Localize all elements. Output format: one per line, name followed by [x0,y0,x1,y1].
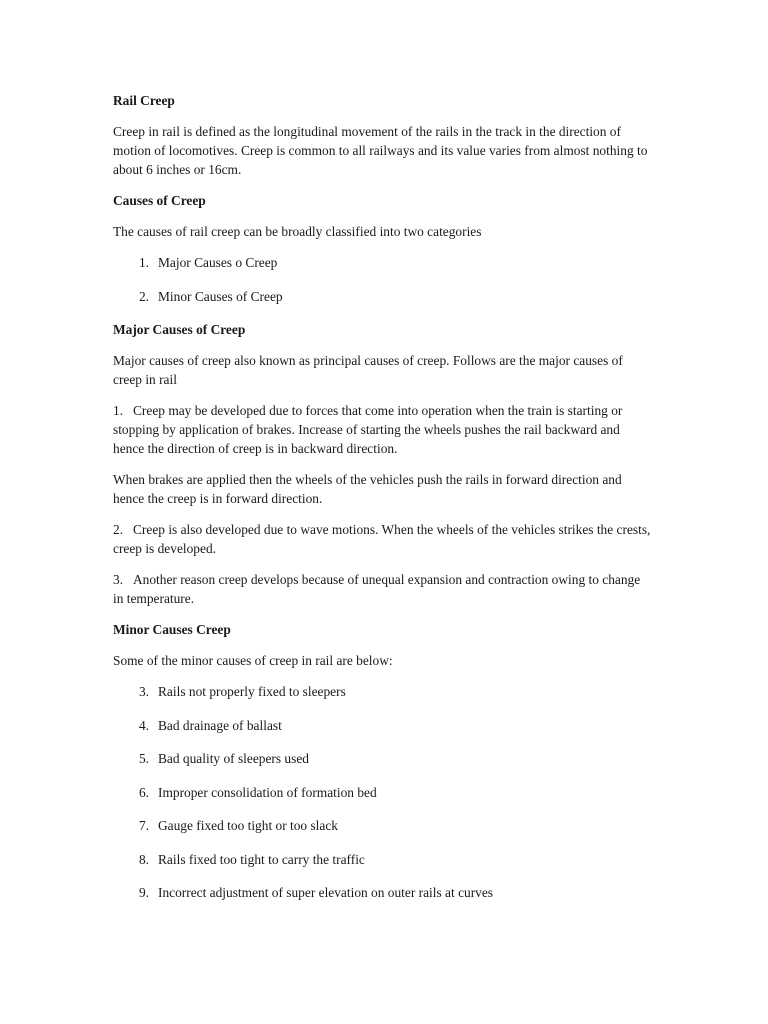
major-cause-number: 1. [113,403,124,418]
list-item-number: 3. [138,684,149,699]
list-item [113,883,653,902]
list-item-number: 1. [138,255,149,270]
major-cause-1 [113,401,653,458]
list-item-number: 5. [138,751,149,766]
list-item [113,253,653,272]
major-cause-3 [113,570,653,608]
major-cause-number: 2. [113,522,124,537]
major-cause-text: Creep may be developed due to forces that come into operation when the train is starting or stopping by application of brakes. Increase of starting the wheels pushes the rail backward and hence the direction of creep is in backward direction. [113,403,623,456]
list-item-text: Bad drainage of ballast [158,717,282,733]
list-item [113,749,653,768]
list-item-number: 7. [138,818,149,833]
causes-paragraph: The causes of rail creep can be broadly classified into two categories [113,224,482,239]
list-item [113,850,653,869]
major-causes-heading: Major Causes of Creep [113,322,246,337]
list-item [113,716,653,735]
causes-list [113,253,653,306]
minor-causes-heading: Minor Causes Creep [113,622,231,637]
list-item-number: 4. [138,717,149,733]
list-item-text: Rails not properly fixed to sleepers [158,684,346,699]
list-item-text: Minor Causes of Creep [158,288,283,304]
list-item-number: 2. [138,288,149,304]
list-item-text: Rails fixed too tight to carry the traffic [158,851,365,867]
document-body [113,91,653,917]
list-item [113,783,653,802]
intro-paragraph: Creep in rail is defined as the longitudinal movement of the rails in the track in the direction of motion of locomotives. Creep is common to all railways and its value varies from almost nothing to about 6 inches or 16cm. [113,124,648,177]
major-cause-number: 3. [113,572,124,587]
major-cause-1-continued: When brakes are applied then the wheels of the vehicles push the rails in forward direction and hence the creep is in forward direction. [113,472,622,506]
document-title: Rail Creep [113,93,175,108]
minor-causes-list [113,682,653,902]
major-causes-paragraph: Major causes of creep also known as principal causes of creep. Follows are the major causes of creep in rail [113,353,623,387]
causes-heading: Causes of Creep [113,193,206,208]
minor-causes-paragraph: Some of the minor causes of creep in rail are below: [113,653,393,668]
list-item-text: Improper consolidation of formation bed [158,784,377,800]
list-item-number: 6. [138,784,149,800]
major-cause-text: Creep is also developed due to wave motions. When the wheels of the vehicles strikes the crests, creep is developed. [113,522,651,556]
list-item [113,682,653,701]
list-item [113,816,653,835]
list-item-number: 9. [138,885,149,900]
list-item-text: Gauge fixed too tight or too slack [158,818,338,833]
major-cause-text: Another reason creep develops because of unequal expansion and contraction owing to change in temperature. [113,572,641,606]
list-item-text: Bad quality of sleepers used [158,751,309,766]
list-item-text: Incorrect adjustment of super elevation on outer rails at curves [158,885,494,900]
list-item-text: Major Causes o Creep [158,255,278,270]
list-item [113,287,653,306]
major-cause-2 [113,520,653,558]
list-item-number: 8. [138,851,149,867]
